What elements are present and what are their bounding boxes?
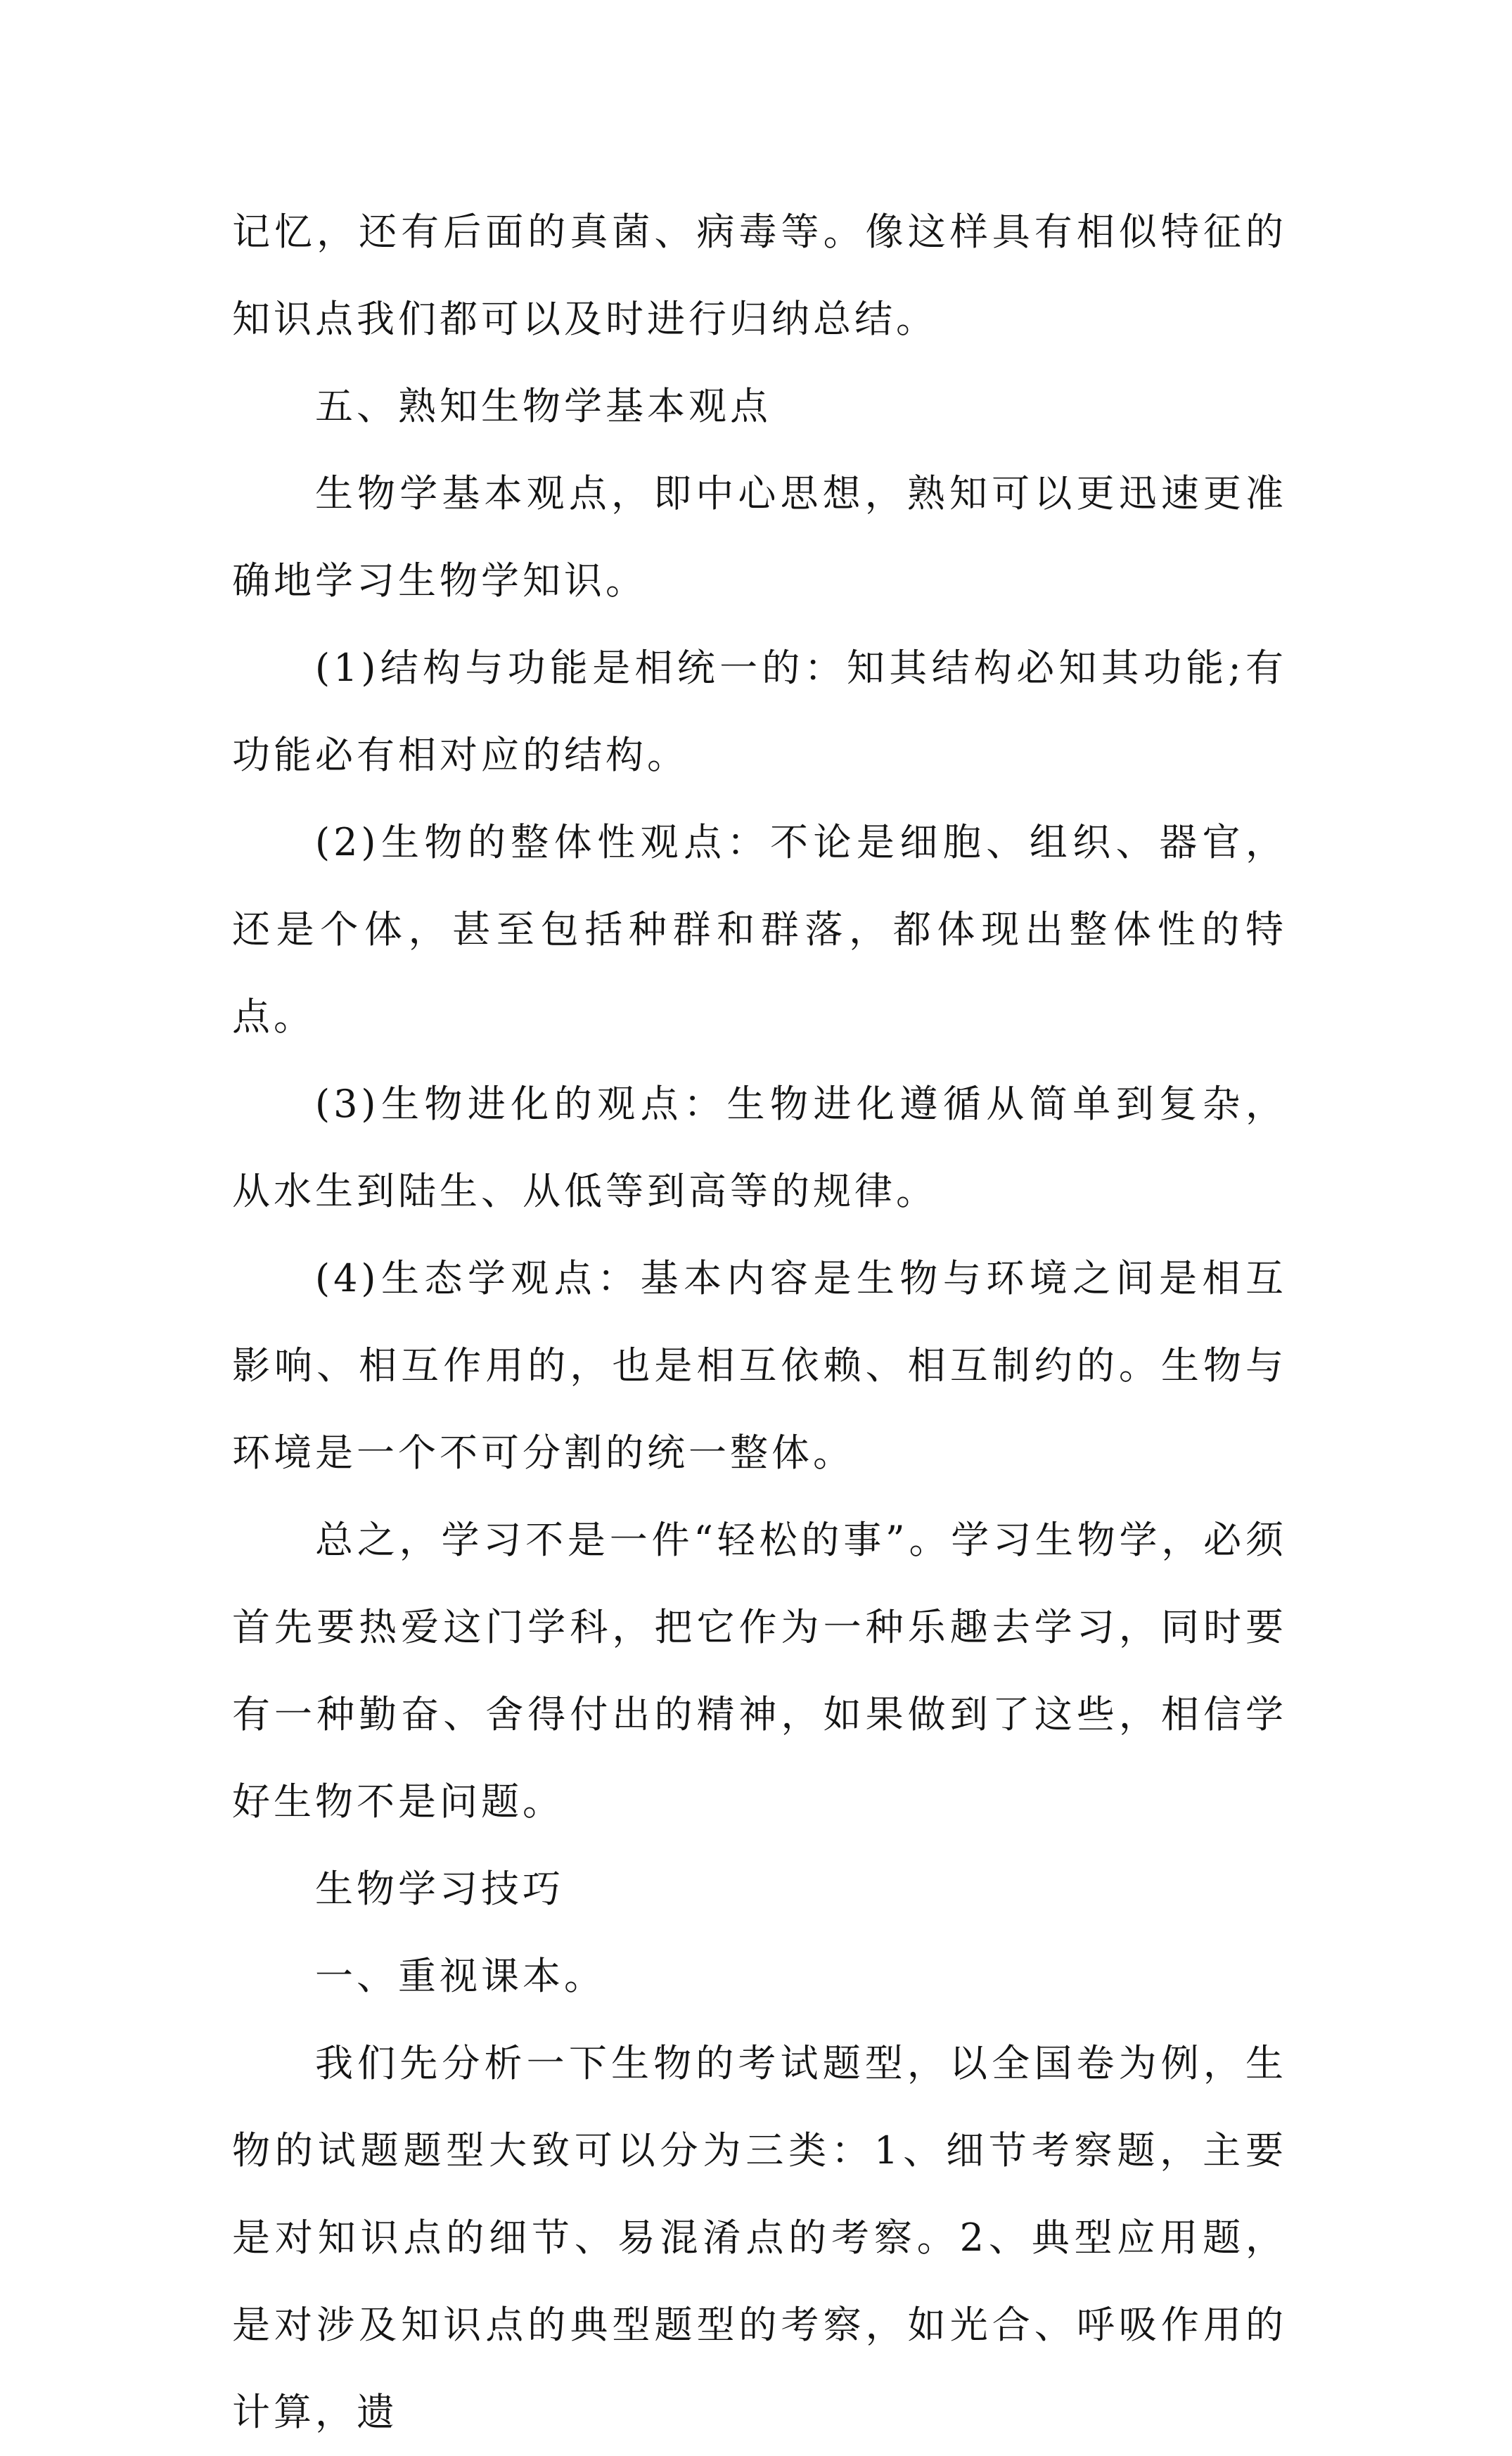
list-item-1: (1)结构与功能是相统一的：知其结构必知其功能;有功能必有相对应的结构。 xyxy=(232,646,1287,777)
paragraph-question-types: 我们先分析一下生物的考试题型，以全国卷为例，生物的试题题型大致可以分为三类：1、细节考察题，主要是对知识点的细节、易混淆点的考察。2、典型应用题，是对涉及知识点的典型题型的考察，如光合、呼吸作用的计算，遗 xyxy=(232,2041,1287,2434)
list-item-2: (2)生物的整体性观点：不论是细胞、组织、器官，还是个体，甚至包括种群和群落，都体现出整体性的特点。 xyxy=(232,820,1287,1039)
section-title: 生物学习技巧 xyxy=(315,1867,564,1911)
list-item-4: (4)生态学观点：基本内容是生物与环境之间是相互影响、相互作用的，也是相互依赖、相互制约的。生物与环境是一个不可分割的统一整体。 xyxy=(232,1256,1287,1475)
paragraph-1: 记忆，还有后面的真菌、病毒等。像这样具有相似特征的知识点我们都可以及时进行归纳总结。 xyxy=(232,210,1287,341)
section-heading-5: 五、熟知生物学基本观点 xyxy=(315,384,771,428)
section-heading-1: 一、重视课本。 xyxy=(315,1954,606,1998)
paragraph-intro: 生物学基本观点，即中心思想，熟知可以更迅速更准确地学习生物学知识。 xyxy=(232,471,1287,603)
document-body xyxy=(232,188,1287,2456)
list-item-3: (3)生物进化的观点：生物进化遵循从简单到复杂，从水生到陆生、从低等到高等的规律。 xyxy=(232,1082,1287,1213)
paragraph-summary: 总之，学习不是一件“轻松的事”。学习生物学，必须首先要热爱这门学科，把它作为一种乐趣去学习，同时要有一种勤奋、舍得付出的精神，如果做到了这些，相信学好生物不是问题。 xyxy=(232,1518,1287,1824)
